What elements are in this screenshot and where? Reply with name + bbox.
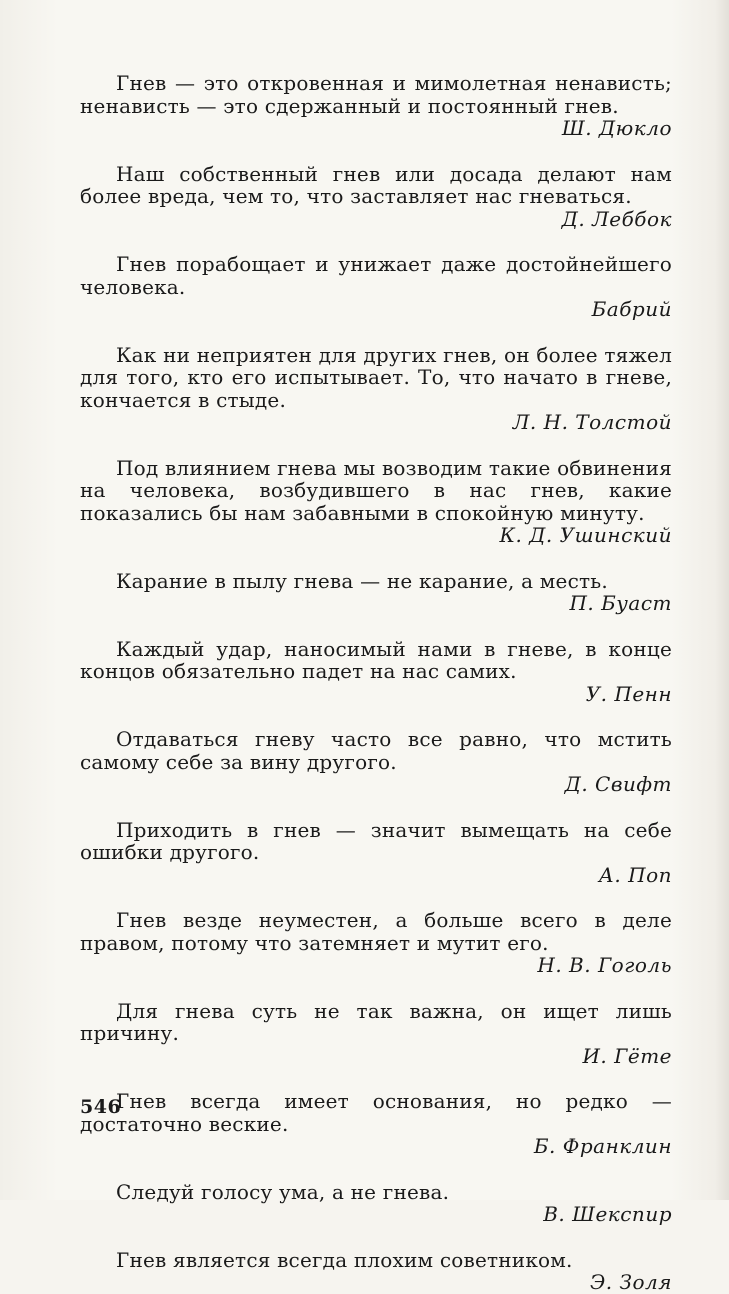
quote-author: И. Гёте (582, 1043, 672, 1068)
quote-text: Гнев порабощает и унижает даже достойнейшего человека. (80, 252, 672, 299)
quote-author: Э. Золя (590, 1270, 672, 1294)
quotes-list (80, 72, 672, 1294)
quote-text: Гнев везде неуместен, а больше всего в деле правом, потому что затемняет и мутит его. (80, 908, 672, 955)
quote-author: Л. Н. Толстой (512, 410, 672, 434)
quote-author: Н. В. Гоголь (537, 953, 672, 977)
quote-author: Ш. Дюкло (561, 116, 672, 140)
quote-3 (80, 253, 672, 321)
quote-author: К. Д. Ушинский (499, 523, 672, 547)
quote-author: Бабрий (591, 297, 672, 321)
quote-5 (80, 457, 672, 547)
quote-author: В. Шекспир (543, 1202, 672, 1226)
page-edge-shadow (715, 0, 729, 1200)
quote-4 (80, 344, 672, 434)
quote-text: Каждый удар, наносимый нами в гневе, в конце концов обязательно падет на нас самих. (80, 636, 672, 683)
quote-text: Гнев всегда имеет основания, но редко — достаточно веские. (80, 1089, 672, 1136)
quote-text: Для гнева суть не так важна, он ищет лишь причину. (80, 998, 672, 1045)
quote-10 (80, 909, 672, 977)
quote-author: У. Пенн (585, 681, 672, 706)
quote-9 (80, 819, 672, 887)
quote-author: Д. Свифт (564, 772, 672, 796)
quote-author: А. Поп (598, 862, 672, 887)
quote-text: Наш собственный гнев или досада делают нам более вреда, чем то, что заставляет нас гневаться. (80, 161, 672, 208)
quote-author: Б. Франклин (533, 1134, 672, 1158)
quote-text: Гнев — это откровенная и мимолетная ненависть; ненависть — это сдержанный и постоянный гнев. (80, 71, 672, 118)
quote-text: Отдаваться гневу часто все равно, что мстить самому себе за вину другого. (80, 727, 672, 774)
page-number: 546 (80, 1096, 122, 1118)
quote-text: Приходить в гнев — значит вымещать на себе ошибки другого. (80, 817, 672, 864)
quote-text: Гнев является всегда плохим советником. (116, 1247, 573, 1272)
quote-1 (80, 72, 672, 140)
quote-text: Следуй голосу ума, а не гнева. (116, 1179, 450, 1204)
quote-6 (80, 570, 672, 615)
quote-text: Карание в пылу гнева — не карание, а месть. (116, 568, 608, 593)
quote-11 (80, 1000, 672, 1068)
quote-14 (80, 1249, 672, 1294)
quote-text: Как ни неприятен для других гнев, он более тяжел для того, кто его испытывает. То, что начато в гневе, кончается в стыде. (80, 342, 672, 412)
quote-author: Д. Леббок (561, 206, 672, 231)
quote-7 (80, 638, 672, 706)
quote-2 (80, 163, 672, 231)
quote-12 (80, 1090, 672, 1158)
quote-text: Под влиянием гнева мы возводим такие обвинения на человека, возбудившего в нас гнев, какие показались бы нам забавными в спокойную минуту. (80, 455, 672, 525)
quote-8 (80, 728, 672, 796)
quote-author: П. Буаст (569, 591, 672, 615)
quote-13 (80, 1181, 672, 1226)
